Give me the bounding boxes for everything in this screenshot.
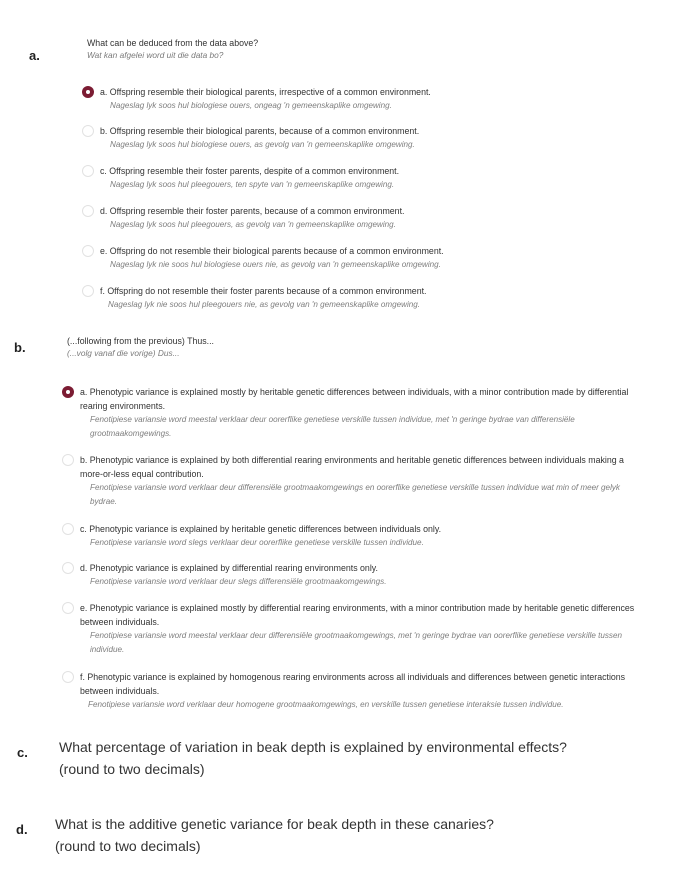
question-c-text (59, 736, 567, 780)
radio-icon[interactable] (62, 523, 74, 535)
option-label: f. Offspring do not resemble their foster parents because of a common environment. (100, 286, 427, 296)
question-b-text-afrikaans: (...volg vanaf die vorige) Dus... (67, 348, 180, 358)
question-d-line1: What is the additive genetic variance for beak depth in these canaries? (55, 816, 494, 832)
question-c-line2: (round to two decimals) (59, 761, 205, 777)
option-label-afrikaans: Nageslag lyk nie soos hul biologiese ouers nie, as gevolg van 'n gemeenskaplike omgewing. (110, 260, 441, 269)
question-a-option-b[interactable] (82, 124, 662, 152)
radio-icon[interactable] (62, 671, 74, 683)
question-c-marker: c. (17, 745, 28, 760)
question-b-option-e[interactable] (62, 601, 642, 657)
option-label: c. Offspring resemble their foster parents, despite of a common environment. (100, 166, 400, 176)
option-label-afrikaans: Nageslag lyk soos hul pleegouers, ten spyte van 'n gemeenskaplike omgewing. (110, 180, 395, 189)
radio-icon[interactable] (82, 245, 94, 257)
option-label-afrikaans: Fenotipiese variansie word verklaar deur slegs differensiële grootmaakomgewings. (90, 577, 387, 586)
radio-icon[interactable] (82, 125, 94, 137)
question-b-text: (...following from the previous) Thus... (67, 336, 214, 346)
question-a-text-afrikaans: Wat kan afgelei word uit die data bo? (87, 50, 224, 60)
question-b-option-d[interactable] (62, 561, 642, 589)
option-label-afrikaans: Fenotipiese variansie word meestal verklaar deur oorerflike genetiese verskille tussen individue, met 'n geringe bydrae van differensiële grootmaakomgewings. (90, 415, 575, 438)
radio-icon[interactable] (62, 602, 74, 614)
option-label: f. Phenotypic variance is explained by homogenous rearing environments across all individuals and differences between genetic interactions between individuals. (80, 672, 626, 696)
question-a-marker: a. (29, 48, 40, 63)
radio-selected-icon[interactable] (62, 386, 74, 398)
option-label: e. Offspring do not resemble their biological parents because of a common environment. (100, 246, 444, 256)
option-label: e. Phenotypic variance is explained mostly by differential rearing environments, with a minor contribution made by heritable genetic differences between individuals. (80, 603, 635, 627)
question-a-text: What can be deduced from the data above? (87, 38, 259, 48)
option-label-afrikaans: Nageslag lyk soos hul biologiese ouers, as gevolg van 'n gemeenskaplike omgewing. (110, 140, 415, 149)
question-b-marker: b. (14, 340, 26, 355)
option-label-afrikaans: Fenotipiese variansie word verklaar deur differensiële grootmaakomgewings en oorerflike genetiese verskille tussen individue wat min of meer gelyk bydrae. (90, 483, 620, 506)
question-b-option-b[interactable] (62, 453, 642, 509)
option-label-afrikaans: Fenotipiese variansie word meestal verklaar deur differensiële grootmaakomgewings, met 'n geringe bydrae van oorerflike genetiese verskille tussen individue. (90, 631, 622, 654)
question-b-prompt (67, 335, 214, 359)
option-label: a. Phenotypic variance is explained mostly by heritable genetic differences between individuals, with a minor contribution made by differential rearing environments. (80, 387, 629, 411)
question-d-line2: (round to two decimals) (55, 838, 201, 854)
option-label: a. Offspring resemble their biological parents, irrespective of a common environment. (100, 87, 431, 97)
question-a-prompt (87, 37, 258, 61)
question-b-option-c[interactable] (62, 522, 642, 550)
option-label-afrikaans: Nageslag lyk soos hul biologiese ouers, ongeag 'n gemeenskaplike omgewing. (110, 101, 392, 110)
radio-icon[interactable] (62, 454, 74, 466)
question-a-option-f[interactable] (82, 284, 662, 312)
option-label: c. Phenotypic variance is explained by heritable genetic differences between individuals only. (80, 524, 442, 534)
option-label: b. Phenotypic variance is explained by both differential rearing environments and heritable genetic differences between individuals making a more-or-less equal contribution. (80, 455, 624, 479)
question-a-option-a[interactable] (82, 85, 662, 113)
option-label-afrikaans: Fenotipiese variansie word slegs verklaar deur oorerflike genetiese verskille tussen individue. (90, 538, 424, 547)
question-c-line1: What percentage of variation in beak depth is explained by environmental effects? (59, 739, 567, 755)
question-b-option-a[interactable] (62, 385, 642, 441)
radio-icon[interactable] (62, 562, 74, 574)
radio-icon[interactable] (82, 285, 94, 297)
radio-icon[interactable] (82, 165, 94, 177)
question-d-marker: d. (16, 822, 28, 837)
option-label: b. Offspring resemble their biological parents, because of a common environment. (100, 126, 420, 136)
question-a-option-e[interactable] (82, 244, 662, 272)
option-label: d. Phenotypic variance is explained by differential rearing environments only. (80, 563, 378, 573)
option-label-afrikaans: Fenotipiese variansie word verklaar deur homogene grootmaakomgewings, en verskille tussen genetiese interaksie tussen individue. (88, 700, 564, 709)
option-label-afrikaans: Nageslag lyk nie soos hul pleegouers nie, as gevolg van 'n gemeenskaplike omgewing. (108, 300, 420, 309)
radio-icon[interactable] (82, 205, 94, 217)
question-d-text (55, 813, 494, 857)
question-a-option-c[interactable] (82, 164, 662, 192)
radio-selected-icon[interactable] (82, 86, 94, 98)
option-label: d. Offspring resemble their foster parents, because of a common environment. (100, 206, 405, 216)
option-label-afrikaans: Nageslag lyk soos hul pleegouers, as gevolg van 'n gemeenskaplike omgewing. (110, 220, 396, 229)
question-b-option-f[interactable] (62, 670, 642, 712)
question-a-option-d[interactable] (82, 204, 662, 232)
